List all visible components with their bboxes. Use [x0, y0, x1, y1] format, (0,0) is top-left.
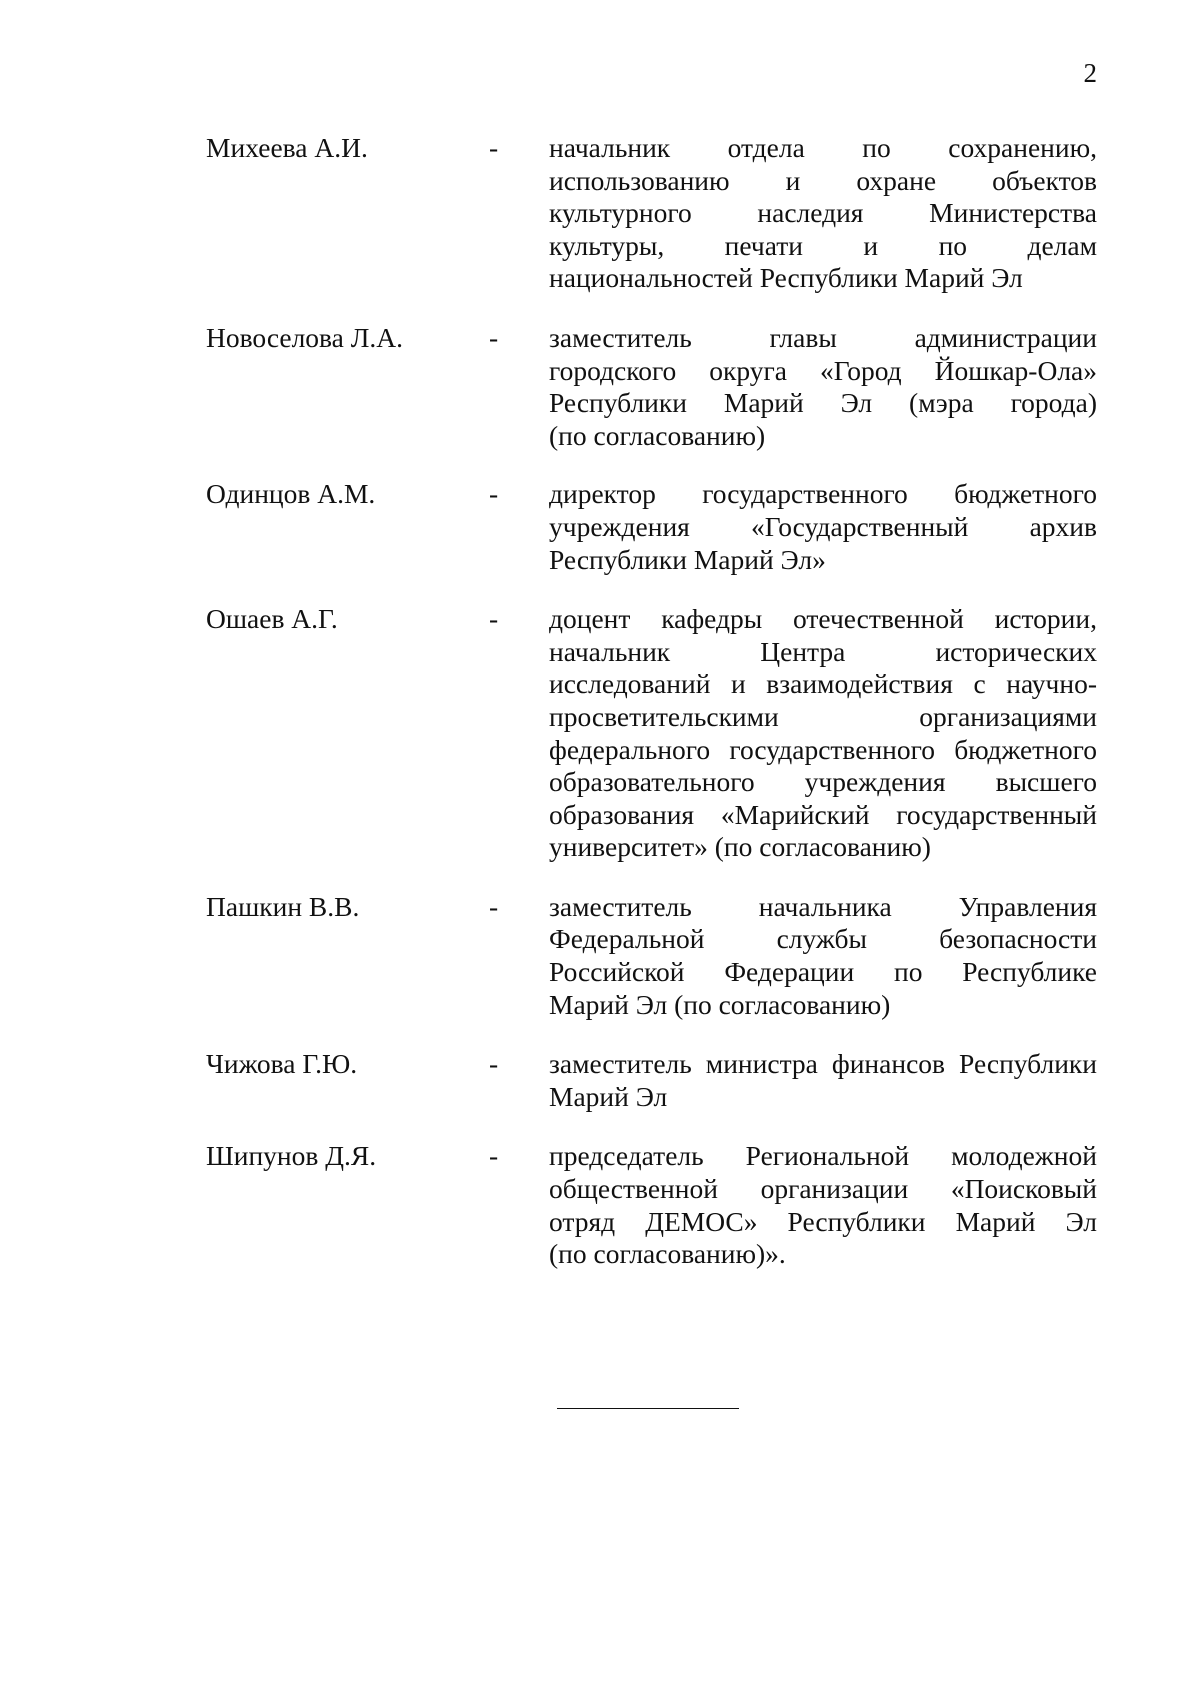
position-line: отряд ДЕМОС» Республики Марий Эл	[549, 1205, 1097, 1237]
position-line: учреждения «Государственный архив	[549, 510, 1097, 542]
member-name: Шипунов Д.Я.	[206, 1140, 377, 1172]
member-position	[549, 322, 1097, 452]
position-line: общественной организации «Поисковый	[549, 1173, 1097, 1205]
position-line: национальностей Республики Марий Эл	[549, 262, 1023, 294]
position-line: просветительскими организациями	[549, 700, 1097, 732]
member-entry	[0, 891, 1200, 1021]
separator-dash: -	[489, 1140, 499, 1172]
position-line: доцент кафедры отечественной истории,	[549, 603, 1097, 635]
position-line: Республики Марий Эл (мэра города)	[549, 387, 1097, 419]
position-line: культуры, печати и по делам	[549, 229, 1097, 261]
position-line: начальник отдела по сохранению,	[549, 132, 1097, 163]
members-list	[0, 132, 1200, 1271]
member-entry	[0, 1140, 1200, 1270]
member-entry	[0, 322, 1200, 452]
position-line: Марий Эл	[549, 1080, 668, 1112]
member-position	[549, 603, 1097, 864]
position-line: использованию и охране объектов	[549, 164, 1097, 196]
member-position	[549, 1048, 1097, 1113]
member-name: Одинцов А.М.	[206, 478, 376, 510]
member-name: Ошаев А.Г.	[206, 603, 338, 635]
position-line: начальник Центра исторических	[549, 635, 1097, 667]
position-line: Марий Эл (по согласованию)	[549, 988, 891, 1020]
position-line: заместитель главы администрации	[549, 321, 1097, 353]
position-line: директор государственного бюджетного	[549, 478, 1097, 510]
member-entry	[0, 1048, 1200, 1113]
position-line: федерального государственного бюджетного	[549, 733, 1097, 765]
position-line: исследований и взаимодействия с научно-	[549, 668, 1097, 700]
member-position	[549, 132, 1097, 295]
position-line: городского округа «Город Йошкар-Ола»	[549, 354, 1097, 386]
separator-dash: -	[489, 478, 499, 510]
member-name: Чижова Г.Ю.	[206, 1048, 358, 1080]
member-name: Новоселова Л.А.	[206, 321, 404, 353]
position-line: заместитель министра финансов Республики	[549, 1048, 1097, 1080]
page-number: 2	[1083, 58, 1097, 88]
separator-dash: -	[489, 1048, 499, 1080]
position-line: (по согласованию)	[549, 419, 766, 451]
member-position	[549, 1140, 1097, 1270]
position-line: образования «Марийский государственный	[549, 798, 1097, 830]
position-line: (по согласованию)».	[549, 1238, 786, 1270]
separator-dash: -	[489, 890, 499, 922]
separator-dash: -	[489, 603, 499, 635]
position-line: университет» (по согласованию)	[549, 831, 931, 863]
position-line: Республики Марий Эл»	[549, 543, 826, 575]
member-entry	[0, 603, 1200, 864]
position-line: Федеральной службы безопасности	[549, 923, 1097, 955]
end-of-list-rule	[557, 1408, 739, 1409]
position-line: Российской Федерации по Республике	[549, 956, 1097, 988]
member-position	[549, 891, 1097, 1021]
member-name: Пашкин В.В.	[206, 890, 360, 922]
position-line: заместитель начальника Управления	[549, 890, 1097, 922]
position-line: культурного наследия Министерства	[549, 197, 1097, 229]
member-position	[549, 478, 1097, 576]
member-entry	[0, 132, 1200, 295]
separator-dash: -	[489, 132, 499, 163]
separator-dash: -	[489, 321, 499, 353]
position-line: образовательного учреждения высшего	[549, 766, 1097, 798]
position-line: председатель Региональной молодежной	[549, 1140, 1097, 1172]
member-name: Михеева А.И.	[206, 132, 368, 163]
member-entry	[0, 478, 1200, 576]
